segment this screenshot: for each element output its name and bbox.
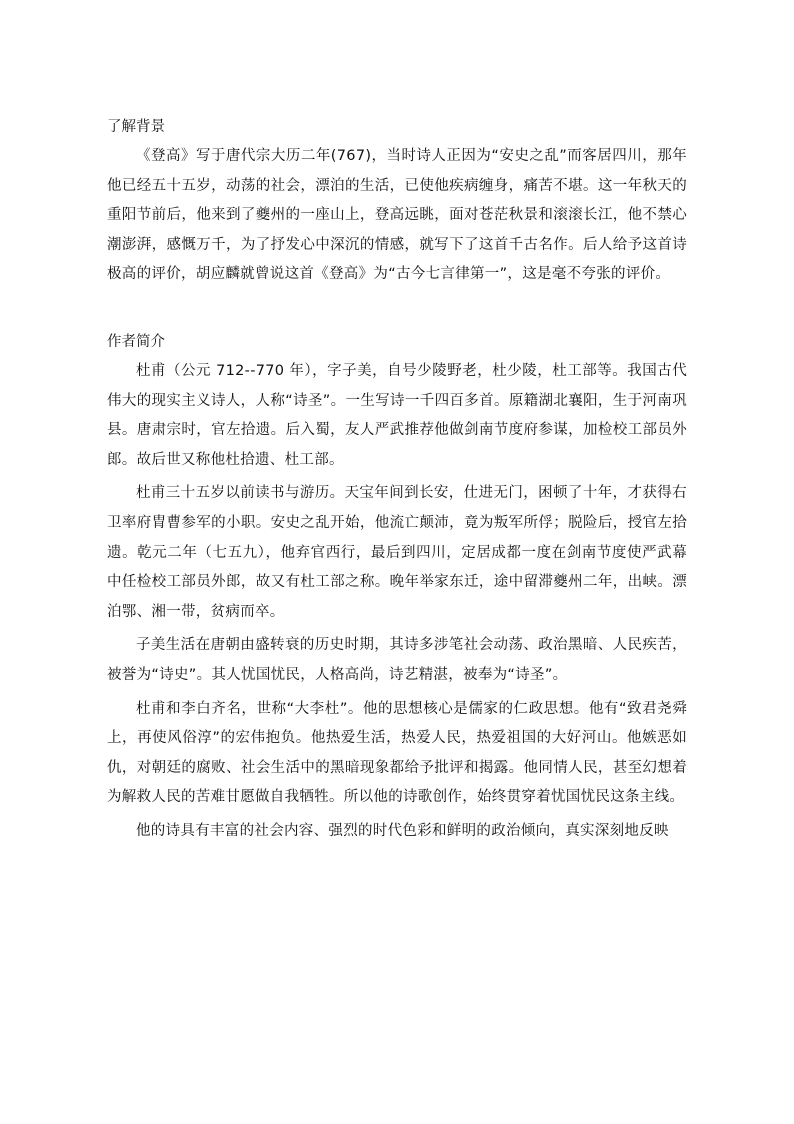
paragraph-author-poetry: 他的诗具有丰富的社会内容、强烈的时代色彩和鲜明的政治倾向，真实深刻地反映 — [136, 822, 669, 839]
section-heading-background: 了解背景 — [107, 119, 165, 135]
paragraph-author-life: 杜甫三十五岁以前读书与游历。天宝年间到长安，仕进无门，困顿了十年，才获得右卫率府胄曹参军的小职。安史之乱开始，他流亡颠沛，竟为叛军所俘；脱险后，授官左拾遗。乾元二年（七五九），他弃官西行，最后到四川，定居成都一度在剑南节度使严武幕中任检校工部员外郎，故又有杜工部之称。晚年举家东迁，途中留滞夔州二年，出峡。漂泊鄂、湘一带，贫病而卒。 — [107, 485, 687, 620]
section-heading-author: 作者简介 — [107, 333, 165, 350]
paragraph-author-era: 子美生活在唐朝由盛转衰的历史时期，其诗多涉笔社会动荡、政治黑暗、人民疾苦，被誉为“诗史”。其人忧国忧民，人格高尚，诗艺精湛，被奉为“诗圣”。 — [107, 637, 687, 683]
document-body — [107, 113, 687, 850]
paragraph-author-thought: 杜甫和李白齐名，世称“大李杜”。他的思想核心是儒家的仁政思想。他有“致君尧舜上，再使风俗淳”的宏伟抱负。他热爱生活，热爱人民，热爱祖国的大好河山。他嫉恶如仇，对朝廷的腐败、社会生活中的黑暗现象都给予批评和揭露。他同情人民，甚至幻想着为解救人民的苦难甘愿做自我牺牲。所以他的诗歌创作，始终贯穿着忧国忧民这条主线。 — [107, 700, 687, 806]
paragraph-author-intro: 杜甫（公元 712--770 年），字子美，自号少陵野老，杜少陵，杜工部等。我国古代伟大的现实主义诗人，人称“诗圣”。一生写诗一千四百多首。原籍湖北襄阳，生于河南巩县。唐肃宗时，官左拾遗。后入蜀，友人严武推荐他做剑南节度府参谋，加检校工部员外郎。故后世又称他杜拾遗、杜工部。 — [107, 362, 687, 468]
paragraph-background: 《登高》写于唐代宗大历二年(767)，当时诗人正因为“安史之乱”而客居四川，那年他已经五十五岁，动荡的社会，漂泊的生活，已使他疾病缠身，痛苦不堪。这一年秋天的重阳节前后，他来到了夔州的一座山上，登高远眺，面对苍茫秋景和滚滚长江，他不禁心潮澎湃，感慨万千，为了抒发心中深沉的情感，就写下了这首千古名作。后人给予这首诗极高的评价，胡应麟就曾说这首《登高》为“古今七言律第一”，这是毫不夸张的评价。 — [107, 148, 687, 283]
section-gap — [107, 294, 687, 328]
